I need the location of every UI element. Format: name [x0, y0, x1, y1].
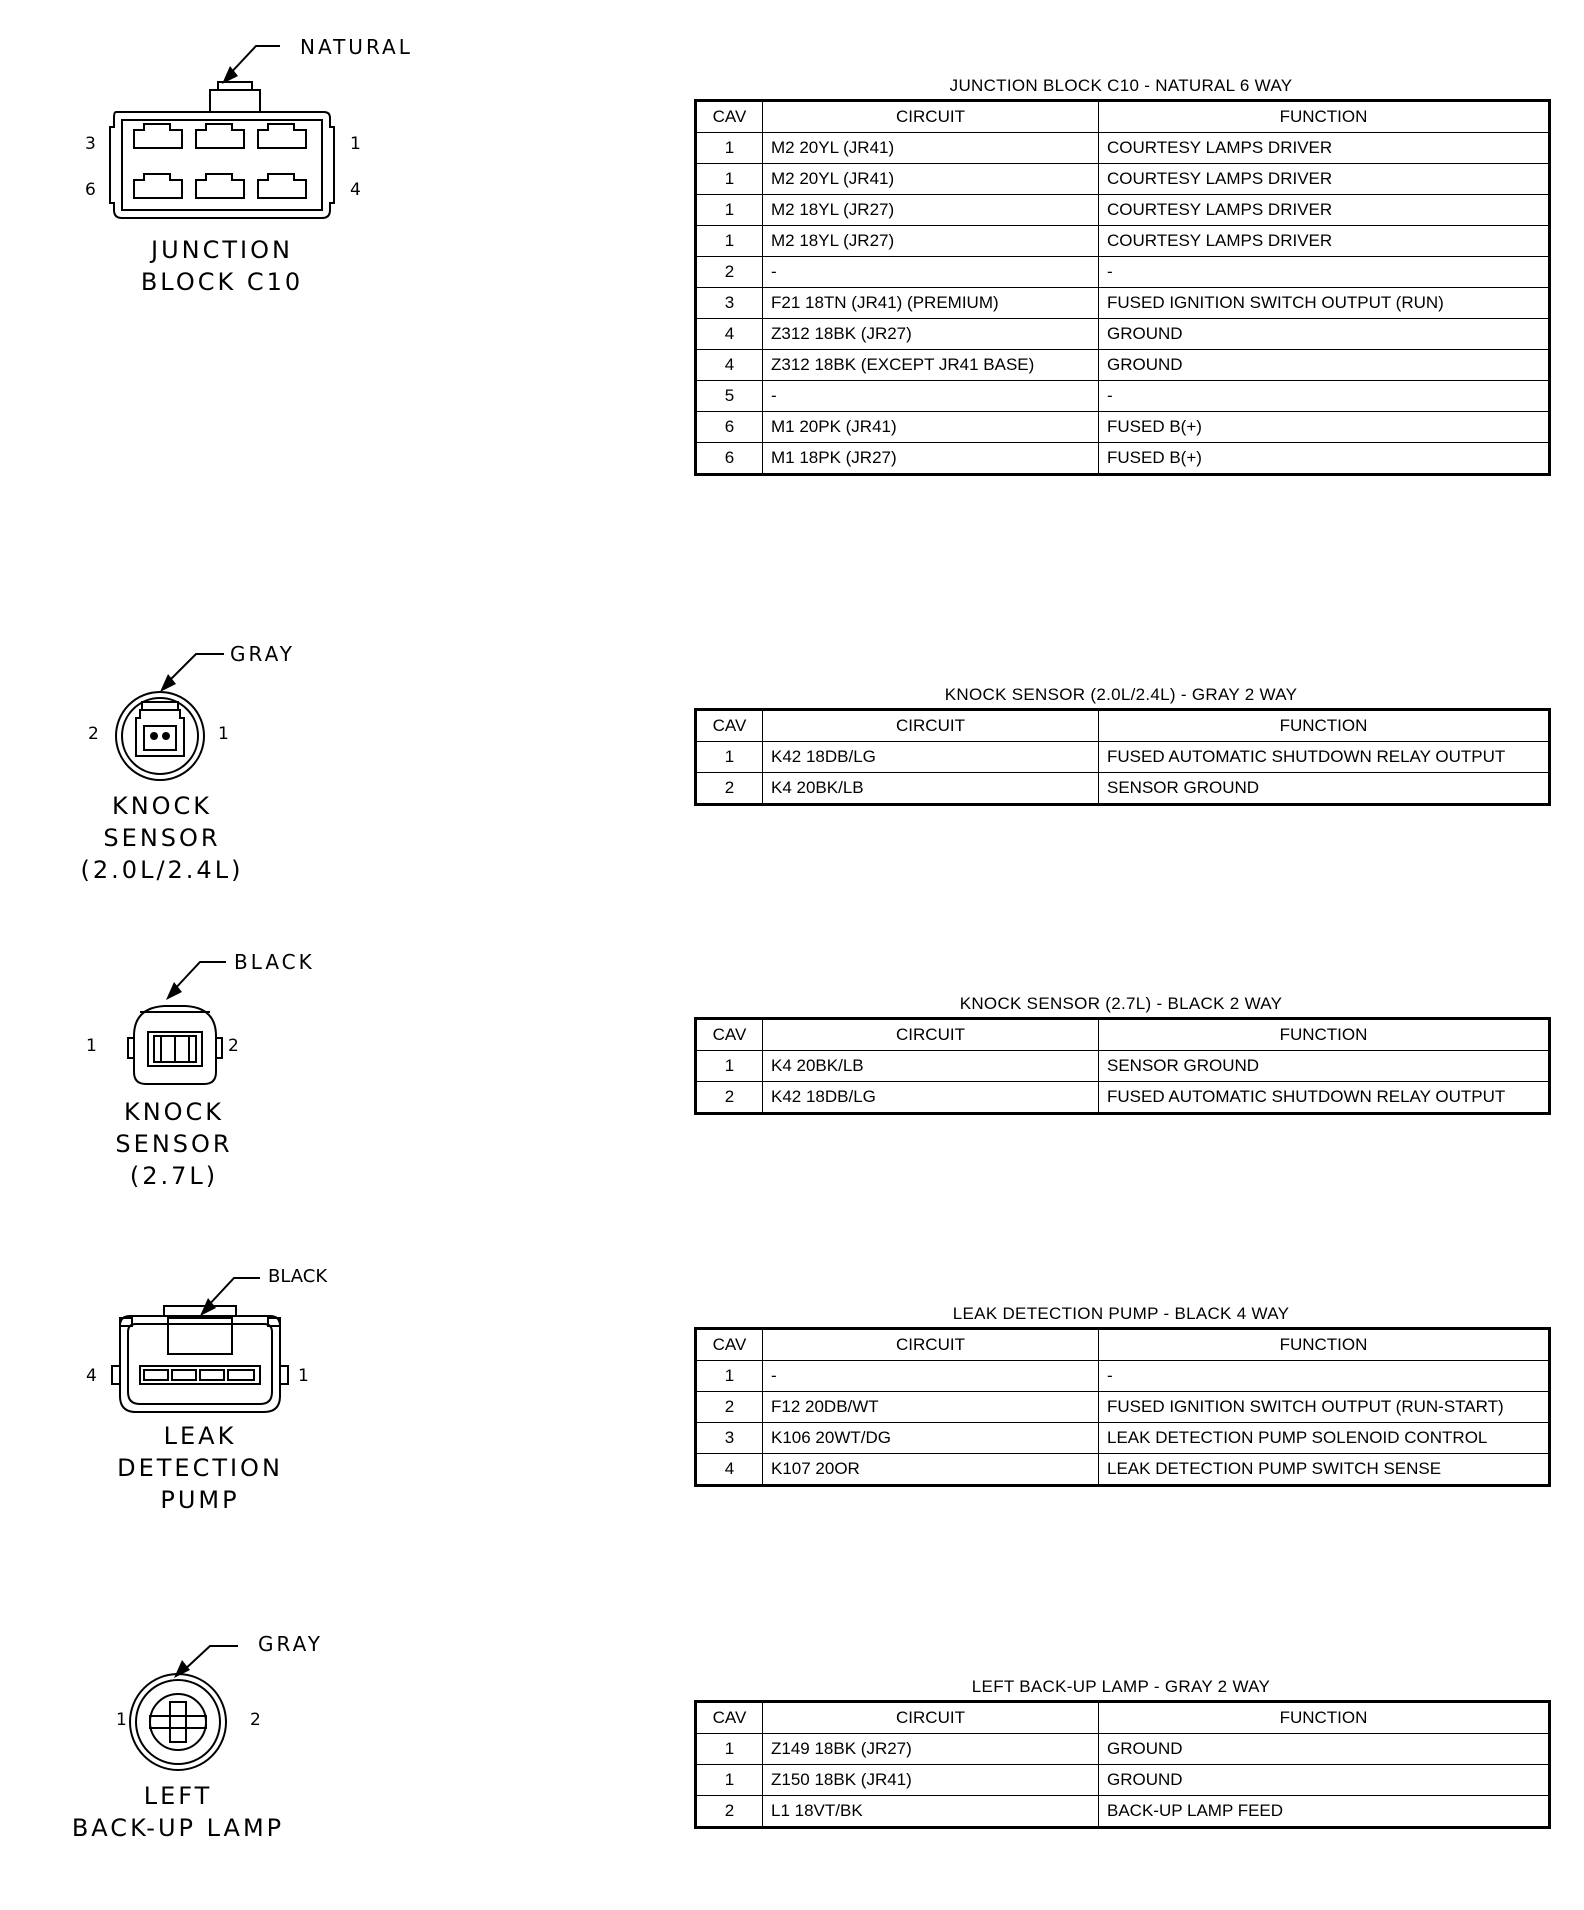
circuit-cell: - [763, 257, 1099, 288]
table-row [696, 319, 1550, 350]
pin-label: 4 [86, 1366, 97, 1386]
leak-detection-pump-connector-icon [60, 1256, 380, 1426]
connector-name: LEFT BACK-UP LAMP [71, 1782, 285, 1842]
connector-color-label: BLACK [268, 1266, 328, 1287]
table-row [696, 195, 1550, 226]
table-row [696, 1796, 1550, 1828]
function-cell: GROUND [1099, 1734, 1550, 1765]
function-cell: COURTESY LAMPS DRIVER [1099, 195, 1550, 226]
circuit-cell: M2 20YL (JR41) [763, 133, 1099, 164]
circuit-cell: - [763, 381, 1099, 412]
cav-cell: 4 [696, 1454, 763, 1486]
pin-label: 1 [218, 724, 229, 744]
cav-cell: 4 [696, 350, 763, 381]
cav-cell: 5 [696, 381, 763, 412]
connector-leak-detection-pump [60, 1256, 420, 1536]
circuit-cell: F21 18TN (JR41) (PREMIUM) [763, 288, 1099, 319]
connector-knock-sensor-2-7l [60, 948, 420, 1228]
circuit-cell: Z149 18BK (JR27) [763, 1734, 1099, 1765]
circuit-cell: K106 20WT/DG [763, 1423, 1099, 1454]
circuit-cell: M2 18YL (JR27) [763, 195, 1099, 226]
circuit-cell: K42 18DB/LG [763, 1082, 1099, 1114]
function-cell: - [1099, 1361, 1550, 1392]
function-cell: FUSED B(+) [1099, 412, 1550, 443]
connector-color-label: GRAY [230, 642, 295, 666]
pin-label: 2 [88, 724, 99, 744]
column-header-circuit: CIRCUIT [763, 710, 1099, 742]
connector-left-back-up-lamp [60, 1630, 420, 1910]
circuit-cell: Z150 18BK (JR41) [763, 1765, 1099, 1796]
pin-label: 2 [228, 1036, 239, 1056]
table-row [696, 1082, 1550, 1114]
pinout-table [694, 708, 1551, 806]
pinout-table [694, 1017, 1551, 1115]
pinout-table-knock-sensor-2-7l [694, 991, 1548, 1115]
pin-label: 1 [86, 1036, 97, 1056]
connector-name: JUNCTION BLOCK C10 [140, 236, 304, 296]
pinout-table-knock-sensor-2-0l-2-4l [694, 682, 1548, 806]
circuit-cell: M2 18YL (JR27) [763, 226, 1099, 257]
circuit-cell: K4 20BK/LB [763, 773, 1099, 805]
cav-cell: 2 [696, 257, 763, 288]
table-row [696, 1734, 1550, 1765]
table-title: KNOCK SENSOR (2.7L) - BLACK 2 WAY [959, 994, 1283, 1013]
function-cell: GROUND [1099, 319, 1550, 350]
cav-cell: 4 [696, 319, 763, 350]
function-cell: FUSED AUTOMATIC SHUTDOWN RELAY OUTPUT [1099, 1082, 1550, 1114]
column-header-cav: CAV [696, 101, 763, 133]
pinout-table [694, 1327, 1551, 1487]
column-header-circuit: CIRCUIT [763, 101, 1099, 133]
table-row [696, 742, 1550, 773]
column-header-cav: CAV [696, 1329, 763, 1361]
circuit-cell: K107 20OR [763, 1454, 1099, 1486]
circuit-cell: M1 20PK (JR41) [763, 412, 1099, 443]
column-header-circuit: CIRCUIT [763, 1019, 1099, 1051]
table-row [696, 164, 1550, 195]
function-cell: GROUND [1099, 1765, 1550, 1796]
cav-cell: 1 [696, 226, 763, 257]
column-header-cav: CAV [696, 1019, 763, 1051]
circuit-cell: Z312 18BK (EXCEPT JR41 BASE) [763, 350, 1099, 381]
function-cell: LEAK DETECTION PUMP SOLENOID CONTROL [1099, 1423, 1550, 1454]
table-row [696, 1765, 1550, 1796]
function-cell: FUSED B(+) [1099, 443, 1550, 475]
pinout-table [694, 99, 1551, 476]
pin-label: 4 [350, 180, 361, 200]
table-row [696, 443, 1550, 475]
table-row [696, 381, 1550, 412]
table-row [696, 1392, 1550, 1423]
column-header-cav: CAV [696, 710, 763, 742]
function-cell: LEAK DETECTION PUMP SWITCH SENSE [1099, 1454, 1550, 1486]
knock-sensor-square-connector-icon [60, 948, 360, 1108]
header-row [696, 1702, 1550, 1734]
table-title: JUNCTION BLOCK C10 - NATURAL 6 WAY [949, 76, 1293, 95]
table-row [696, 350, 1550, 381]
pinout-table-left-back-up-lamp [694, 1674, 1548, 1829]
function-cell: SENSOR GROUND [1099, 773, 1550, 805]
connector-name: KNOCK SENSOR (2.0L/2.4L) [80, 792, 244, 884]
junction-block-connector-icon [60, 30, 420, 230]
pinout-table-junction-block-c10 [694, 73, 1548, 476]
cav-cell: 1 [696, 164, 763, 195]
connector-color-label: GRAY [258, 1632, 323, 1656]
function-cell: BACK-UP LAMP FEED [1099, 1796, 1550, 1828]
column-header-function: FUNCTION [1099, 710, 1550, 742]
function-cell: COURTESY LAMPS DRIVER [1099, 164, 1550, 195]
cav-cell: 1 [696, 195, 763, 226]
function-cell: - [1099, 257, 1550, 288]
column-header-function: FUNCTION [1099, 1702, 1550, 1734]
table-row [696, 412, 1550, 443]
function-cell: COURTESY LAMPS DRIVER [1099, 133, 1550, 164]
pin-label: 6 [85, 180, 96, 200]
connector-junction-block-c10 [60, 30, 420, 310]
cav-cell: 3 [696, 288, 763, 319]
cav-cell: 1 [696, 1051, 763, 1082]
cav-cell: 2 [696, 1796, 763, 1828]
circuit-cell: M2 20YL (JR41) [763, 164, 1099, 195]
table-row [696, 1051, 1550, 1082]
pin-label: 3 [85, 134, 96, 154]
function-cell: FUSED AUTOMATIC SHUTDOWN RELAY OUTPUT [1099, 742, 1550, 773]
pinout-table-leak-detection-pump [694, 1301, 1548, 1487]
pin-label: 1 [116, 1710, 127, 1730]
connector-color-label: BLACK [234, 950, 315, 974]
circuit-cell: F12 20DB/WT [763, 1392, 1099, 1423]
table-row [696, 773, 1550, 805]
column-header-function: FUNCTION [1099, 1329, 1550, 1361]
header-row [696, 1329, 1550, 1361]
circuit-cell: L1 18VT/BK [763, 1796, 1099, 1828]
header-row [696, 101, 1550, 133]
pinout-table [694, 1700, 1551, 1829]
function-cell: GROUND [1099, 350, 1550, 381]
cav-cell: 2 [696, 1082, 763, 1114]
circuit-cell: K4 20BK/LB [763, 1051, 1099, 1082]
header-row [696, 710, 1550, 742]
table-row [696, 1361, 1550, 1392]
knock-sensor-round-connector-icon [60, 640, 360, 800]
circuit-cell: K42 18DB/LG [763, 742, 1099, 773]
table-row [696, 257, 1550, 288]
circuit-cell: Z312 18BK (JR27) [763, 319, 1099, 350]
table-row [696, 288, 1550, 319]
connector-name: KNOCK SENSOR (2.7L) [115, 1098, 233, 1190]
cav-cell: 2 [696, 773, 763, 805]
column-header-cav: CAV [696, 1702, 763, 1734]
column-header-circuit: CIRCUIT [763, 1702, 1099, 1734]
connector-knock-sensor-2-0l-2-4l [60, 640, 420, 920]
cav-cell: 1 [696, 1361, 763, 1392]
pin-label: 1 [350, 134, 361, 154]
function-cell: FUSED IGNITION SWITCH OUTPUT (RUN) [1099, 288, 1550, 319]
cav-cell: 3 [696, 1423, 763, 1454]
column-header-function: FUNCTION [1099, 1019, 1550, 1051]
cav-cell: 1 [696, 1765, 763, 1796]
column-header-function: FUNCTION [1099, 101, 1550, 133]
table-title: LEAK DETECTION PUMP - BLACK 4 WAY [952, 1304, 1290, 1323]
circuit-cell: M1 18PK (JR27) [763, 443, 1099, 475]
function-cell: COURTESY LAMPS DRIVER [1099, 226, 1550, 257]
function-cell: FUSED IGNITION SWITCH OUTPUT (RUN-START) [1099, 1392, 1550, 1423]
table-row [696, 1423, 1550, 1454]
pin-label: 2 [250, 1710, 261, 1730]
cav-cell: 6 [696, 443, 763, 475]
function-cell: SENSOR GROUND [1099, 1051, 1550, 1082]
table-row [696, 226, 1550, 257]
table-row [696, 133, 1550, 164]
cav-cell: 1 [696, 133, 763, 164]
circuit-cell: - [763, 1361, 1099, 1392]
header-row [696, 1019, 1550, 1051]
pin-label: 1 [298, 1366, 309, 1386]
connector-name: LEAK DETECTION PUMP [117, 1422, 283, 1514]
column-header-circuit: CIRCUIT [763, 1329, 1099, 1361]
connector-color-label: NATURAL [300, 35, 413, 59]
cav-cell: 1 [696, 1734, 763, 1765]
table-title: KNOCK SENSOR (2.0L/2.4L) - GRAY 2 WAY [944, 685, 1298, 704]
cav-cell: 6 [696, 412, 763, 443]
cav-cell: 2 [696, 1392, 763, 1423]
table-row [696, 1454, 1550, 1486]
function-cell: - [1099, 381, 1550, 412]
cav-cell: 1 [696, 742, 763, 773]
table-title: LEFT BACK-UP LAMP - GRAY 2 WAY [971, 1677, 1271, 1696]
